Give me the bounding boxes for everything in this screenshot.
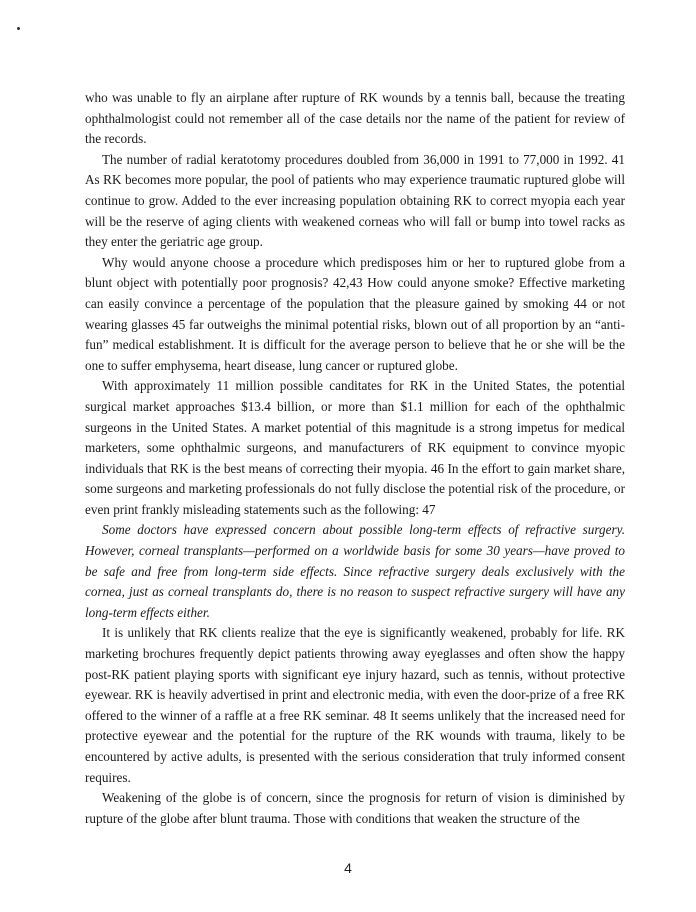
paragraph-4: With approximately 11 million possible canditates for RK in the United States, the potential surgical market approaches $13.4 billion, or more than $1.1 million for each of the ophthalmic surgeons in the United States. A market potential of this magnitude is a strong impetus for medical marketers, some ophthalmic surgeons, and manufacturers of RK equipment to convince myopic individuals that RK is the best means of correcting their myopia. 46 In the effort to gain market share, some surgeons and marketing professionals do not fully disclose the potential risk of the procedure, or even print frankly misleading statements such as the following: 47	[85, 378, 625, 517]
quoted-passage: Some doctors have expressed concern about possible long-term effects of refractive surgery. However, corneal transplants—performed on a worldwide basis for some 30 years—have proved to be safe and free from long-term side effects. Since refractive surgery deals exclusively with the cornea, just as corneal transplants do, there is no reason to suspect refractive surgery will have any long-term effects either.	[85, 522, 625, 620]
paragraph-1: who was unable to fly an airplane after rupture of RK wounds by a tennis ball, because the treating ophthalmologist could not remember all of the case details nor the name of the patient for review of the records.	[85, 90, 625, 147]
paragraph-2: The number of radial keratotomy procedures doubled from 36,000 in 1991 to 77,000 in 1992. 41 As RK becomes more popular, the pool of patients who may experience traumatic ruptured globe will continue to grow. Added to the ever increasing population obtaining RK to correct myopia each year will be the reserve of aging clients with weakened corneas who will fall or bump into towel racks as they enter the geriatric age group.	[85, 151, 625, 250]
page-number: 4	[344, 860, 352, 876]
paragraph-7: Weakening of the globe is of concern, since the prognosis for return of vision is diminished by rupture of the globe after blunt trauma. Those with conditions that weaken the structure of the	[85, 790, 625, 826]
scan-speck	[17, 27, 20, 30]
body-text	[85, 88, 625, 829]
paragraph-6: It is unlikely that RK clients realize that the eye is significantly weakened, probably for life. RK marketing brochures frequently depict patients throwing away eyeglasses and often show the happy post-RK patient playing sports with significant eye injury hazard, such as tennis, without protective eyewear. RK is heavily advertised in print and electronic media, with even the door-prize of a free RK offered to the winner of a raffle at a free RK seminar. 48 It seems unlikely that the increased need for protective eyewear and the potential for the rupture of the RK wounds with trauma, likely to be encountered by active adults, is presented with the serious consideration that truly informed consent requires.	[85, 625, 625, 785]
paragraph-3: Why would anyone choose a procedure which predisposes him or her to ruptured globe from a blunt object with potentially poor prognosis? 42,43 How could anyone smoke? Effective marketing can easily convince a percentage of the population that the pleasure gained by smoking 44 or not wearing glasses 45 far outweighs the minimal potential risks, blown out of all proportion by an “anti-fun” medical establishment. It is difficult for the average person to believe that he or she will be the one to suffer emphysema, heart disease, lung cancer or ruptured globe.	[85, 254, 625, 373]
